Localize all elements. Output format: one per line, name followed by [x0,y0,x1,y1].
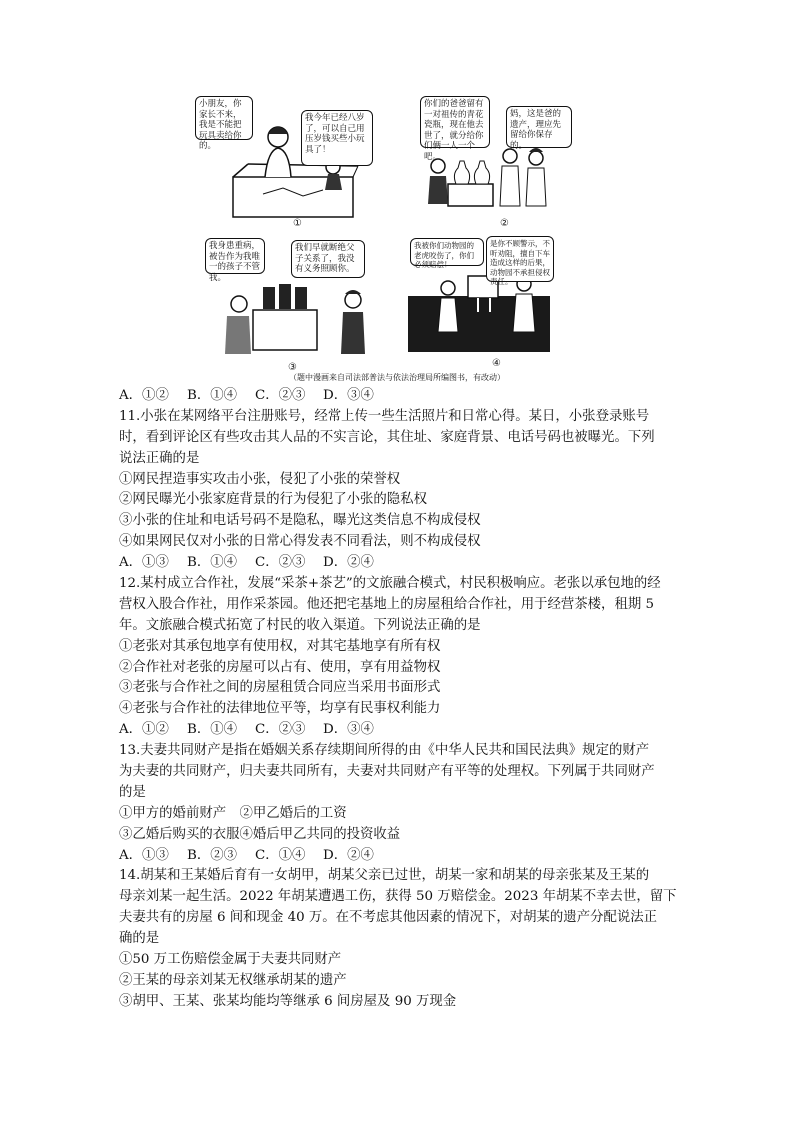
q14-item: ①50 万工伤赔偿金属于夫妻共同财产 [119,952,342,968]
q12-options [119,720,679,741]
q11-item: ③小张的住址和电话号码不是隐私，曝光这类信息不构成侵权 [119,513,481,529]
q11-option-a[interactable]: A．①③ [119,555,169,571]
q13-stem-line: 为夫妻的共同财产，归夫妻共同所有，夫妻对共同财产有平等的处理权。下列属于共同财产 [119,764,655,780]
comic-bubble-4a: 我被你们动物园的老虎咬伤了，你们必须赔偿！ [410,238,484,266]
q10-option-a[interactable]: A．①② [119,388,169,403]
q13-option-a[interactable]: A．①③ [119,847,169,863]
q13-item: ③乙婚后购买的衣服④婚后甲乙共同的投资收益 [119,826,401,842]
comic-figure [193,92,562,392]
comic-number-1: ① [293,218,302,229]
q11-option-b[interactable]: B．①④ [187,555,238,571]
q13-stem-line: 13.夫妻共同财产是指在婚姻关系存续期间所得的由《中华人民共和国民法典》规定的财产 [119,743,650,759]
q10-option-b[interactable]: B．①④ [187,388,238,403]
q11-options [119,553,679,574]
q11-item: ②网民曝光小张家庭背景的行为侵犯了小张的隐私权 [119,492,427,508]
q13-option-b[interactable]: B．②③ [187,847,238,863]
q10-options [119,386,679,407]
q14-stem-line: 14.胡某和王某婚后育有一女胡甲，胡某父亲已过世，胡某一家和胡某的母亲张某及王某的 [119,868,650,884]
q12-option-d[interactable]: D．③④ [323,722,374,738]
q13-options [119,846,679,867]
comic-caption: （题中漫画来自司法部普法与依法治理局所编图书，有改动） [289,373,505,382]
comic-panel-2 [418,96,562,229]
q11-item: ④如果网民仅对小张的日常心得发表不同看法，则不构成侵权 [119,534,481,550]
q11-option-d[interactable]: D．②④ [323,555,374,571]
q10-option-c[interactable]: C．②③ [255,388,306,403]
comic-panel-4 [408,236,550,372]
comic-bubble-2b: 妈，这是爸的遗产，理应先留给你保存的。 [506,106,572,148]
q12-item: ①老张对其承包地享有使用权，对其宅基地享有所有权 [119,638,441,654]
q14-stem-line: 夫妻共有的房屋 6 间和现金 40 万。在不考虑其他因素的情况下，对胡某的遗产分配说法正 [119,910,658,926]
q12-option-a[interactable]: A．①② [119,722,169,738]
comic-panel-1 [193,92,365,229]
q12-stem-line: 年。文旅融合模式拓宽了村民的收入渠道。下列说法正确的是 [119,617,481,633]
comic-bubble-4b: 是你不顾警示，不听劝阻，擅自下车造成这样的后果，动物园不承担侵权责任。 [486,236,554,282]
q14-stem-line: 母亲刘某一起生活。2022 年胡某遭遇工伤，获得 50 万赔偿金。2023 年胡某不幸去世，留下 [119,889,677,905]
q13-stem-line: 的是 [119,784,146,800]
comic-panel-3 [203,232,373,372]
q14-stem-line: 确的是 [119,931,160,947]
q11-stem-line: 11.小张在某网络平台注册账号，经常上传一些生活照片和日常心得。某日，小张登录账号 [119,408,650,424]
comic-bubble-1b: 我今年已经八岁了，可以自己用压岁钱买些小玩具了！ [301,110,373,166]
q11-stem-line: 时，看到评论区有些攻击其人品的不实言论，其住址、家庭背景、电话号码也被曝光。下列 [119,429,655,445]
q13-item: ①甲方的婚前财产 ②甲乙婚后的工资 [119,805,347,821]
q13-option-c[interactable]: C．①④ [255,847,306,863]
q11-option-c[interactable]: C．②③ [255,555,306,571]
question-text [119,386,679,1013]
q12-item: ③老张与合作社之间的房屋租赁合同应当采用书面形式 [119,680,441,696]
comic-bubble-3a: 我身患重病，被告作为我唯一的孩子不管我。 [205,238,265,274]
q12-option-b[interactable]: B．①④ [187,722,238,738]
q10-option-d[interactable]: D．③④ [323,388,374,403]
comic-number-2: ② [500,218,509,229]
q12-item: ④老张与合作社的法律地位平等，均享有民事权利能力 [119,701,441,717]
comic-bubble-1a: 小朋友，你家长不来，我是不能把玩具卖给你的。 [195,96,253,140]
comic-number-3: ③ [288,362,297,373]
comic-bubble-3b: 我们早就断绝父子关系了，我没有义务照顾你。 [291,240,365,278]
comic-number-4: ④ [492,358,501,369]
q12-stem-line: 12.某村成立合作社，发展“采茶+茶艺”的文旅融合模式，村民积极响应。老张以承包地的经 [119,576,661,592]
q12-item: ②合作社对老张的房屋可以占有、使用，享有用益物权 [119,659,441,675]
q11-item: ①网民捏造事实攻击小张，侵犯了小张的荣誉权 [119,471,401,487]
q12-option-c[interactable]: C．②③ [255,722,306,738]
q14-item: ②王某的母亲刘某无权继承胡某的遗产 [119,972,347,988]
q12-stem-line: 营权入股合作社，用作采茶园。他还把宅基地上的房屋租给合作社，用于经营茶楼，租期 5 [119,596,655,612]
q13-option-d[interactable]: D．②④ [323,847,374,863]
q11-stem-line: 说法正确的是 [119,450,200,466]
q14-item: ③胡甲、王某、张某均能均等继承 6 间房屋及 90 万现金 [119,993,457,1009]
comic-bubble-2a: 你们的爸爸留有一对祖传的青花瓷瓶，现在他去世了，就分给你们俩一人一个吧。 [420,96,490,148]
